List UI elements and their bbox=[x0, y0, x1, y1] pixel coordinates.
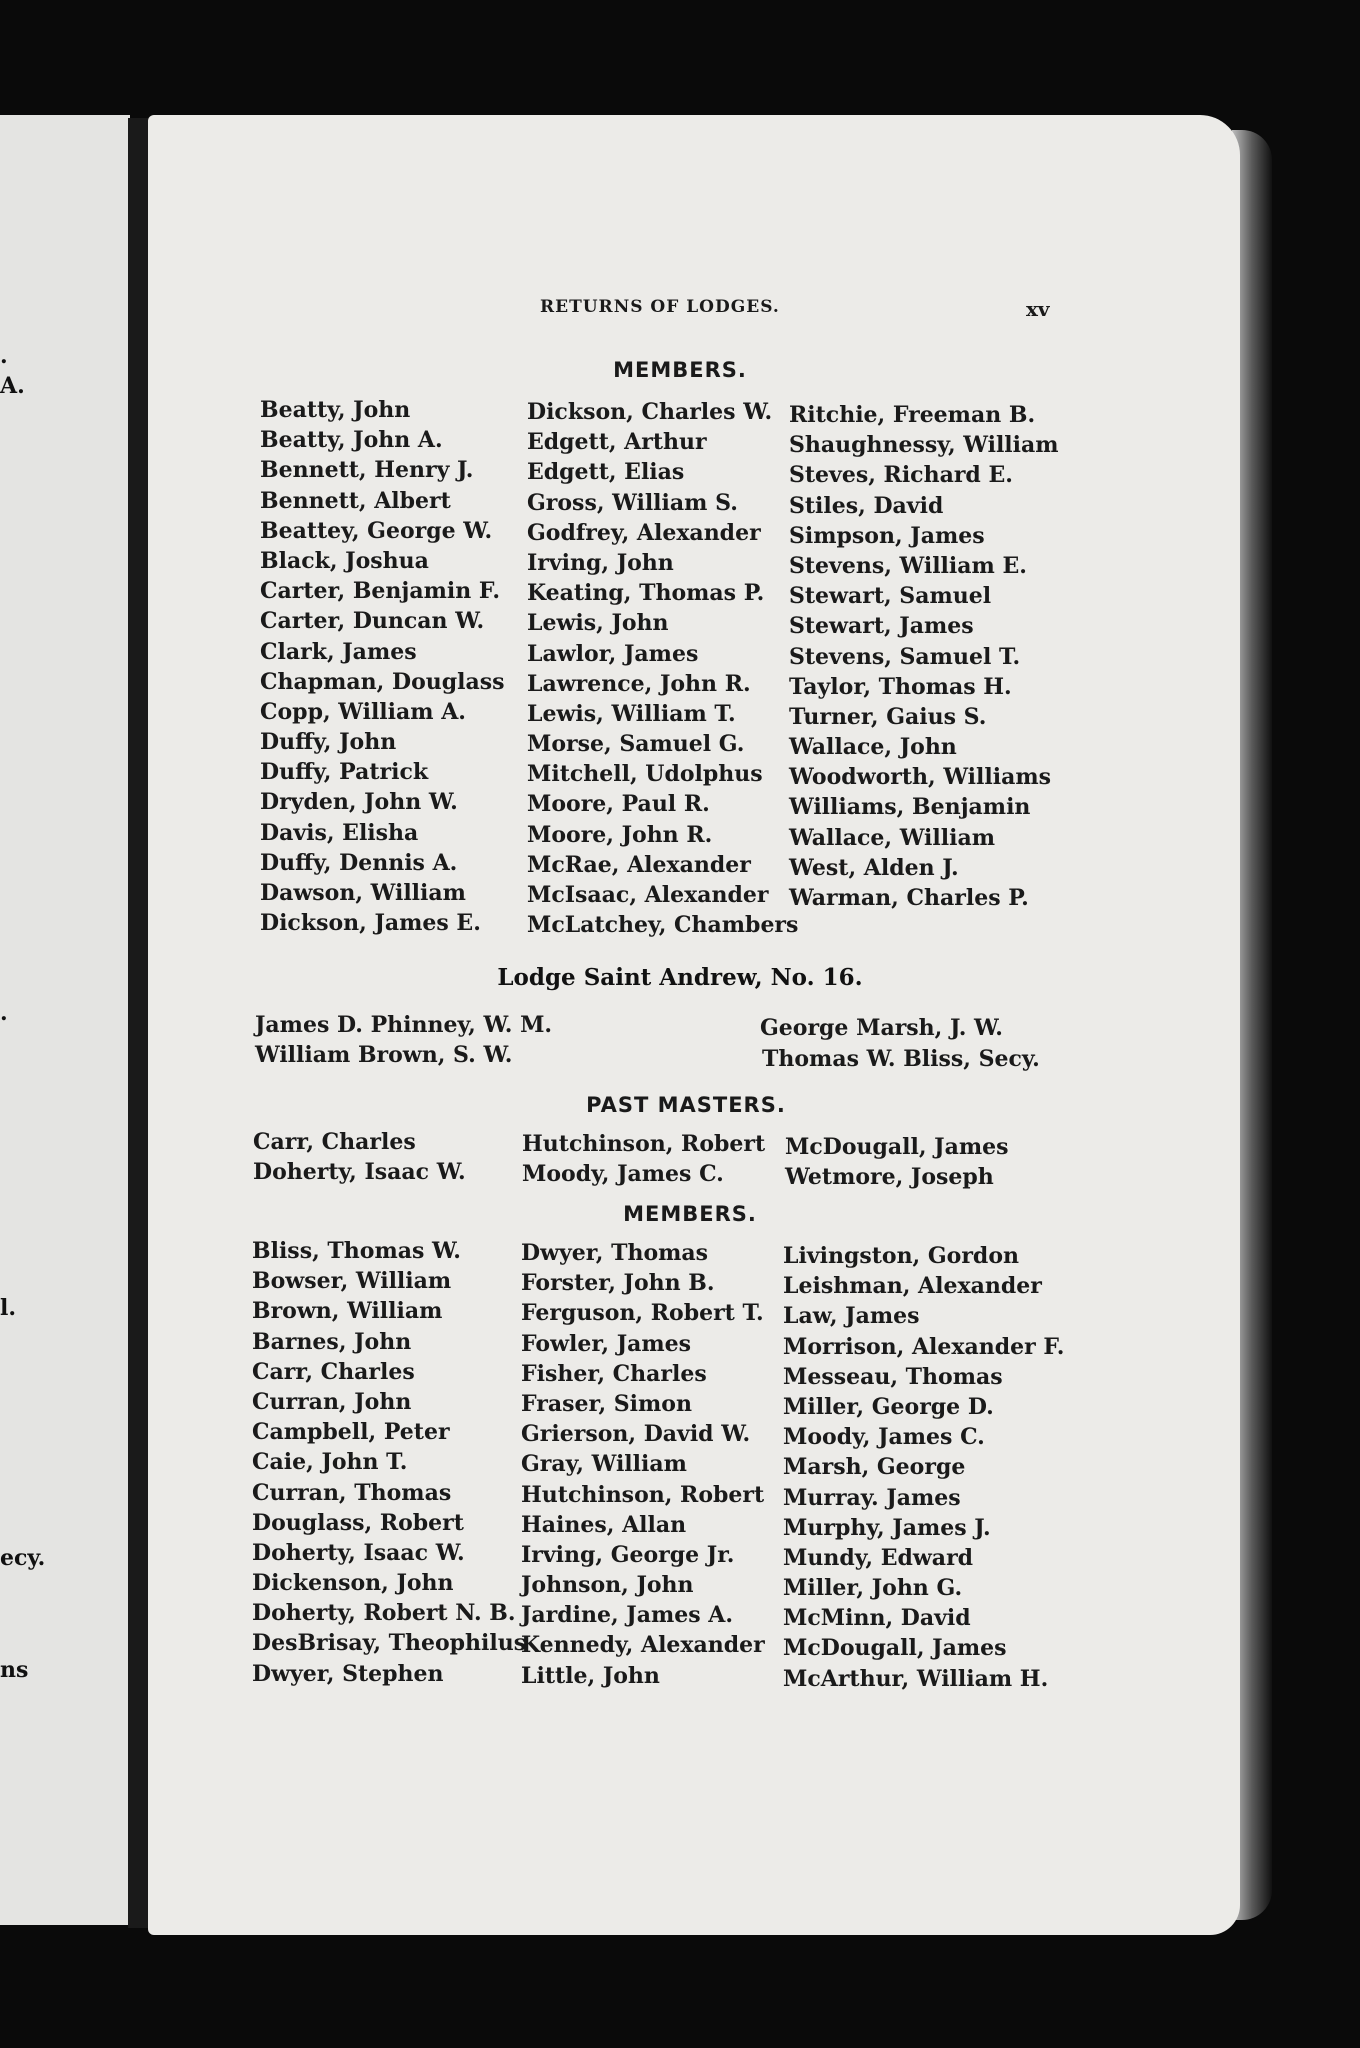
member-name: Turner, Gaius S. bbox=[789, 703, 987, 730]
facing-page-fragment: . bbox=[0, 343, 8, 369]
members-column-1 bbox=[252, 1236, 526, 1689]
officer-entry: Thomas W. Bliss, Secy. bbox=[762, 1046, 1040, 1072]
member-name: Lewis, John bbox=[527, 610, 669, 637]
member-name: Curran, John bbox=[252, 1388, 412, 1415]
member-name: Bennett, Albert bbox=[260, 487, 451, 514]
past-masters-column-2 bbox=[522, 1129, 765, 1189]
members-column-3 bbox=[789, 400, 1059, 913]
past-master-name: McDougall, James bbox=[785, 1134, 1009, 1160]
facing-page-fragment: l. bbox=[0, 1295, 17, 1321]
member-name: Moore, John R. bbox=[527, 821, 713, 848]
member-name: Duffy, Dennis A. bbox=[260, 849, 458, 876]
past-master-name: Wetmore, Joseph bbox=[785, 1164, 994, 1191]
member-name: Davis, Elisha bbox=[260, 819, 419, 846]
member-name: DesBrisay, Theophilus bbox=[252, 1630, 527, 1657]
member-name: Steves, Richard E. bbox=[789, 462, 1013, 489]
member-name: Duffy, Patrick bbox=[260, 759, 429, 786]
member-name: Lawrence, John R. bbox=[527, 670, 751, 697]
officer-entry: James D. Phinney, W. M. bbox=[255, 1012, 553, 1038]
member-name: West, Alden J. bbox=[789, 854, 959, 881]
member-name: Beatty, John A. bbox=[260, 427, 443, 454]
past-master-name: Doherty, Isaac W. bbox=[253, 1159, 466, 1186]
member-name: Duffy, John bbox=[260, 729, 397, 756]
member-name: Black, Joshua bbox=[260, 547, 429, 574]
member-name: Grierson, David W. bbox=[521, 1421, 751, 1448]
facing-page-edge bbox=[0, 115, 130, 1925]
member-name: Morse, Samuel G. bbox=[527, 731, 745, 758]
member-name: Dickson, Charles W. bbox=[527, 399, 773, 425]
officer-entry: George Marsh, J. W. bbox=[760, 1015, 1003, 1041]
member-name: Keating, Thomas P. bbox=[527, 580, 765, 607]
facing-page-fragment: ecy. bbox=[0, 1545, 46, 1571]
member-name: Haines, Allan bbox=[521, 1511, 687, 1538]
member-name: Ritchie, Freeman B. bbox=[789, 402, 1036, 428]
member-name: Edgett, Arthur bbox=[527, 429, 707, 456]
past-masters-column-1 bbox=[253, 1127, 466, 1187]
member-name: McLatchey, Chambers bbox=[527, 912, 799, 939]
facing-page-fragment: ns bbox=[0, 1657, 29, 1683]
member-name: Fowler, James bbox=[521, 1330, 692, 1357]
member-name: Wallace, John bbox=[789, 734, 957, 761]
member-name: Dickson, James E. bbox=[260, 910, 481, 937]
member-name: Wallace, William bbox=[789, 824, 996, 851]
member-name: Gray, William bbox=[521, 1451, 687, 1478]
member-name: Stewart, Samuel bbox=[789, 583, 992, 610]
member-name: Edgett, Elias bbox=[527, 459, 685, 486]
member-name: Bennett, Henry J. bbox=[260, 457, 474, 484]
member-name: Little, John bbox=[521, 1662, 660, 1689]
member-name: Copp, William A. bbox=[260, 698, 466, 725]
member-name: Messeau, Thomas bbox=[783, 1363, 1003, 1390]
member-name: Gross, William S. bbox=[527, 489, 738, 516]
member-name: Fraser, Simon bbox=[521, 1390, 692, 1417]
member-name: Stiles, David bbox=[789, 492, 944, 519]
member-name: Dickenson, John bbox=[252, 1570, 454, 1597]
member-name: Jardine, James A. bbox=[521, 1602, 734, 1629]
page-number: xv bbox=[1026, 297, 1050, 321]
member-name: Dwyer, Thomas bbox=[521, 1240, 709, 1266]
member-name: Godfrey, Alexander bbox=[527, 519, 761, 546]
member-name: McIsaac, Alexander bbox=[527, 882, 769, 908]
member-name: Douglass, Robert bbox=[252, 1509, 464, 1536]
member-name: Simpson, James bbox=[789, 522, 985, 549]
past-master-name: Moody, James C. bbox=[522, 1161, 724, 1188]
member-name: Carr, Charles bbox=[252, 1358, 415, 1385]
member-name: Ferguson, Robert T. bbox=[521, 1300, 764, 1327]
member-name: Warman, Charles P. bbox=[789, 885, 1029, 911]
member-name: Moore, Paul R. bbox=[527, 791, 710, 818]
member-name: Bliss, Thomas W. bbox=[252, 1238, 461, 1264]
member-name: Mitchell, Udolphus bbox=[527, 761, 763, 788]
facing-page-fragment: A. bbox=[0, 373, 25, 399]
member-name: Brown, William bbox=[252, 1298, 443, 1325]
member-name: McRae, Alexander bbox=[527, 851, 751, 878]
member-name: McDougall, James bbox=[783, 1635, 1007, 1662]
member-name: Forster, John B. bbox=[521, 1270, 715, 1297]
member-name: Moody, James C. bbox=[783, 1424, 985, 1451]
member-name: Johnson, John bbox=[521, 1572, 694, 1599]
member-name: Livingston, Gordon bbox=[783, 1243, 1019, 1269]
member-name: Miller, George D. bbox=[783, 1393, 994, 1420]
members-column-3 bbox=[783, 1241, 1064, 1694]
member-name: Murphy, James J. bbox=[783, 1514, 991, 1541]
member-name: Carter, Duncan W. bbox=[260, 608, 485, 635]
member-name: Hutchinson, Robert bbox=[521, 1481, 765, 1508]
members-heading: MEMBERS. bbox=[623, 1202, 757, 1226]
member-name: Lewis, William T. bbox=[527, 700, 736, 727]
officer-entry: William Brown, S. W. bbox=[255, 1042, 513, 1068]
member-name: Fisher, Charles bbox=[521, 1360, 707, 1387]
member-name: Chapman, Douglass bbox=[260, 668, 505, 695]
members-column-1 bbox=[260, 395, 505, 938]
member-name: McArthur, William H. bbox=[783, 1665, 1049, 1692]
member-name: Kennedy, Alexander bbox=[521, 1632, 765, 1659]
members-heading: MEMBERS. bbox=[613, 358, 747, 382]
past-master-name: Hutchinson, Robert bbox=[522, 1131, 766, 1157]
member-name: Shaughnessy, William bbox=[789, 432, 1059, 459]
member-name: Dryden, John W. bbox=[260, 789, 458, 816]
member-name: Woodworth, Williams bbox=[789, 764, 1051, 791]
lodge-title: Lodge Saint Andrew, No. 16. bbox=[497, 964, 863, 991]
member-name: Williams, Benjamin bbox=[789, 794, 1031, 821]
member-name: Bowser, William bbox=[252, 1268, 452, 1295]
book-gutter bbox=[128, 118, 150, 1928]
member-name: Barnes, John bbox=[252, 1328, 412, 1355]
members-column-2 bbox=[521, 1238, 765, 1691]
member-name: Mundy, Edward bbox=[783, 1544, 974, 1571]
member-name: Taylor, Thomas H. bbox=[789, 673, 1012, 700]
member-name: Beattey, George W. bbox=[260, 517, 493, 544]
past-masters-heading: PAST MASTERS. bbox=[586, 1093, 786, 1117]
member-name: Doherty, Robert N. B. bbox=[252, 1600, 516, 1627]
member-name: Murray. James bbox=[783, 1484, 961, 1511]
member-name: Clark, James bbox=[260, 638, 417, 665]
member-name: Carter, Benjamin F. bbox=[260, 578, 500, 605]
past-master-name: Carr, Charles bbox=[253, 1129, 416, 1155]
member-name: McMinn, David bbox=[783, 1605, 971, 1632]
member-name: Campbell, Peter bbox=[252, 1419, 450, 1446]
member-name: Dawson, William bbox=[260, 880, 466, 906]
member-name: Beatty, John bbox=[260, 397, 411, 423]
member-name: Morrison, Alexander F. bbox=[783, 1333, 1065, 1360]
member-name: Caie, John T. bbox=[252, 1449, 408, 1476]
member-name: Doherty, Isaac W. bbox=[252, 1539, 465, 1566]
member-name: Irving, John bbox=[527, 549, 674, 576]
member-name: Irving, George Jr. bbox=[521, 1541, 735, 1568]
member-name: Lawlor, James bbox=[527, 640, 699, 667]
member-name: Stevens, Samuel T. bbox=[789, 643, 1021, 670]
member-name: Dwyer, Stephen bbox=[252, 1660, 444, 1687]
running-title: RETURNS OF LODGES. bbox=[540, 297, 780, 317]
member-name: Leishman, Alexander bbox=[783, 1273, 1042, 1300]
member-name: Marsh, George bbox=[783, 1454, 966, 1481]
past-masters-column-3 bbox=[785, 1132, 1009, 1192]
member-name: Stewart, James bbox=[789, 613, 974, 640]
member-name: Miller, John G. bbox=[783, 1575, 963, 1602]
members-column-2 bbox=[527, 397, 798, 940]
facing-page-fragment: . bbox=[0, 1000, 8, 1026]
member-name: Curran, Thomas bbox=[252, 1479, 452, 1506]
member-name: Stevens, William E. bbox=[789, 552, 1027, 579]
member-name: Law, James bbox=[783, 1303, 920, 1330]
